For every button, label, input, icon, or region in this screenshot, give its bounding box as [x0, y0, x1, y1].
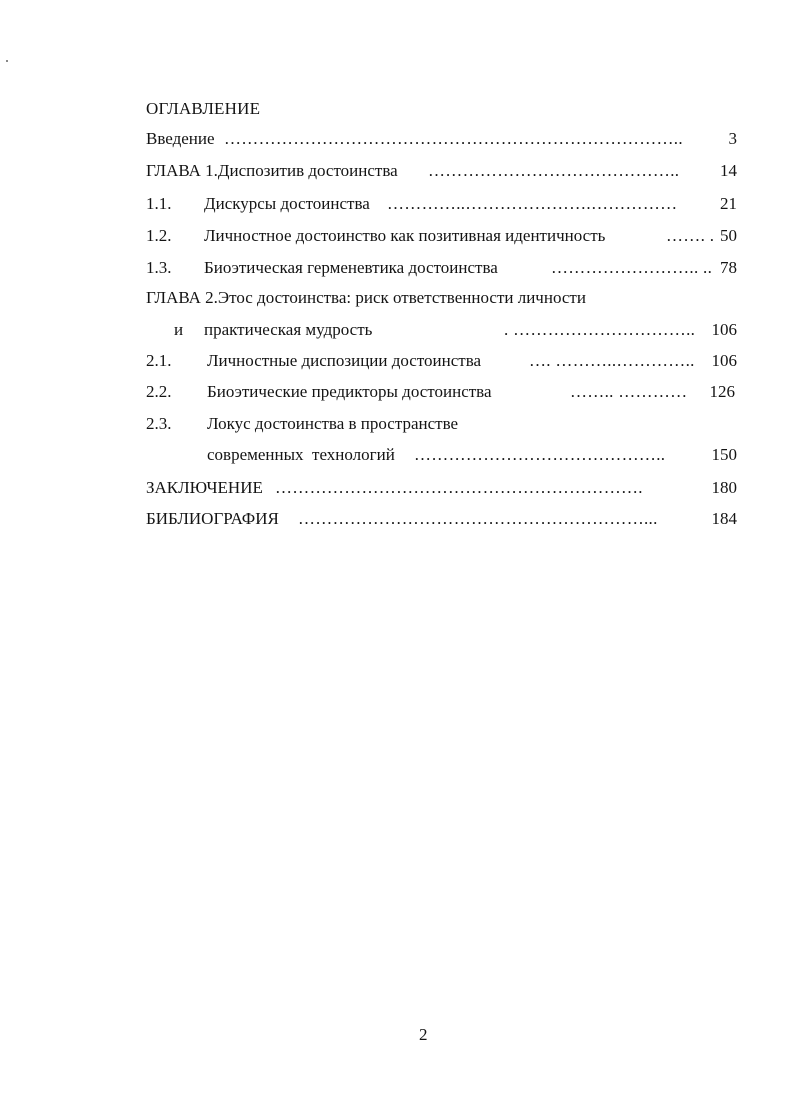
toc-entry-2-3 [0, 414, 793, 436]
toc-entry-page: 78 [720, 258, 737, 277]
toc-entry-leader: …………………………………….. [428, 161, 680, 180]
toc-entry-page: 3 [728, 129, 737, 148]
toc-entry-bibliography [0, 509, 793, 531]
toc-entry-title: ГЛАВА 1.Диспозитив достоинства [146, 161, 398, 180]
toc-entry-leader: ………………………………………………………. [275, 478, 643, 497]
toc-entry-page: 184 [711, 509, 737, 528]
toc-entry-page: 180 [711, 478, 737, 497]
toc-entry-page: 106 [711, 351, 737, 370]
toc-entry-title: практическая мудрость [204, 320, 373, 339]
toc-entry-chapter-2 [0, 288, 793, 310]
scan-speck [6, 60, 8, 62]
toc-entry-page: 106 [711, 320, 737, 339]
toc-entry-title: БИБЛИОГРАФИЯ [146, 509, 279, 528]
toc-entry-chapter-2-continued [0, 320, 793, 342]
toc-entry-number: 2.2. [146, 382, 172, 401]
toc-entry-2-2 [0, 382, 793, 404]
toc-entry-title: ГЛАВА 2.Этос достоинства: риск ответственности личности [146, 288, 586, 307]
toc-entry-chapter-1 [0, 161, 793, 183]
toc-entry-page: 14 [720, 161, 737, 180]
toc-entry-leader: ……. . [666, 226, 714, 245]
toc-entry-1-3 [0, 258, 793, 280]
toc-entry-leader: …….. ………… [570, 382, 688, 401]
toc-entry-number: 1.2. [146, 226, 172, 245]
toc-entry-2-1 [0, 351, 793, 373]
toc-entry-leader: …………………………………….. [414, 445, 666, 464]
toc-entry-number: 2.3. [146, 414, 172, 433]
page-number: 2 [419, 1025, 428, 1044]
toc-heading: ОГЛАВЛЕНИЕ [146, 99, 261, 118]
toc-entry-2-3-continued [0, 445, 793, 467]
toc-entry-conclusion [0, 478, 793, 500]
toc-entry-page: 21 [720, 194, 737, 213]
toc-entry-page: 50 [720, 226, 737, 245]
toc-entry-page: 150 [711, 445, 737, 464]
toc-entry-page: 126 [709, 382, 735, 401]
toc-entry-leader: …. ………..………….. [529, 351, 695, 370]
toc-entry-prefix: и [174, 320, 184, 339]
toc-entry-leader: …………………………………………………………………….. [224, 129, 683, 148]
toc-entry-title: Личностное достоинство как позитивная идентичность [204, 226, 606, 245]
toc-entry-leader: …………………….. .. [551, 258, 713, 277]
toc-entry-title: современных технологий [207, 445, 395, 464]
toc-entry-number: 1.3. [146, 258, 172, 277]
toc-entry-title: Локус достоинства в пространстве [207, 414, 459, 433]
toc-entry-1-2 [0, 226, 793, 248]
toc-entry-title: Биоэтические предикторы достоинства [207, 382, 492, 401]
toc-entry-1-1 [0, 194, 793, 216]
toc-entry-title: Личностные диспозиции достоинства [207, 351, 482, 370]
toc-entry-number: 1.1. [146, 194, 172, 213]
toc-entry-title: Дискурсы достоинства [204, 194, 370, 213]
toc-entry-title: Введение [146, 129, 215, 148]
toc-entry-title: ЗАКЛЮЧЕНИЕ [146, 478, 263, 497]
toc-entry-leader: …………..………………….…………… [387, 194, 678, 213]
toc-entry-leader: . ………………………….. [504, 320, 696, 339]
toc-entry-number: 2.1. [146, 351, 172, 370]
toc-entry-leader: ……………………………………………………... [298, 509, 658, 528]
toc-entry-title: Биоэтическая герменевтика достоинства [204, 258, 498, 277]
toc-entry-introduction [0, 129, 793, 151]
